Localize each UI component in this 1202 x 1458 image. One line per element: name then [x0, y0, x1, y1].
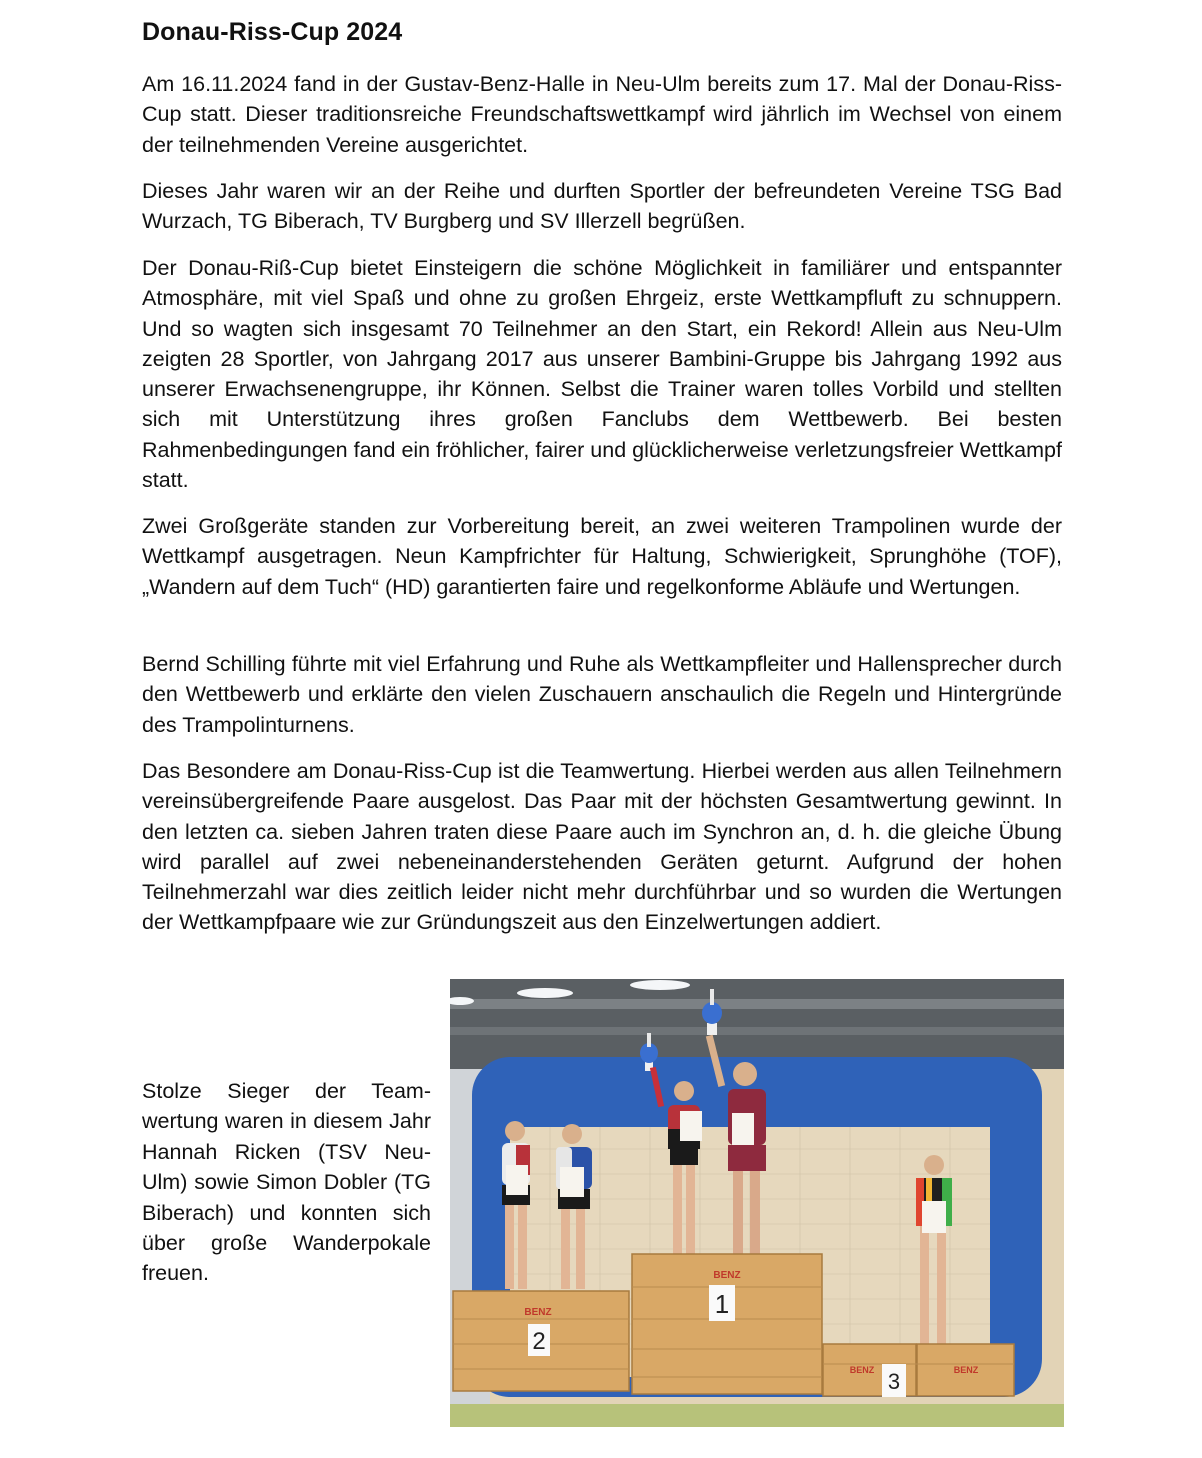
article-title: Donau-Riss-Cup 2024: [142, 18, 403, 46]
place-number-2: 2: [532, 1328, 546, 1355]
place-number-1: 1: [714, 1289, 730, 1319]
podium-photo: [450, 979, 1064, 1427]
ceiling-light: [517, 988, 573, 998]
paragraph-equipment: Zwei Großgeräte standen zur Vorbereitung bereit, an zwei weiteren Trampolinen wurde der Wettkampf ausgetragen. Neun Kampfrichter für Haltung, Schwierigkeit, Sprunghöhe (TOF), „Wandern auf dem Tuch“ (HD) garantierten faire und regelkonforme Abläufe und Wertungen.: [142, 514, 1062, 599]
box-brand-label: BENZ: [524, 1307, 552, 1318]
ceiling-light: [630, 980, 690, 990]
podium-box-third: [823, 1344, 1014, 1397]
paragraph-team-scoring: Das Besondere am Donau-Riss-Cup ist die Teamwertung. Hierbei werden aus allen Teilnehmern vereinsübergreifende Paare ausgelost. Das Paar mit der höchsten Gesamtwertung gewinnt. In den letzten ca. sieben Jahren traten diese Paare auch im Synchron an, d. h. die gleiche Übung wird parallel auf zwei nebeneinanderstehenden Geräten geturnt. Aufgrund der hohen Teilnehmerzahl war dies zeitlich leider nicht mehr durchführbar und so wurden die Wertungen der Wettkampfpaare wie zur Gründungszeit aus den Einzelwertungen addiert.: [142, 759, 1062, 935]
hall-floor: [450, 1404, 1064, 1427]
podium-box-first: [632, 1254, 822, 1394]
paragraph-atmosphere: Der Donau-Riß-Cup bietet Einsteigern die schöne Möglichkeit in familiärer und entspannter Atmosphäre, mit viel Spaß und ohne zu großen Ehrgeiz, erste Wettkampfluft zu schnuppern. Und so wagten sich insgesamt 70 Teilnehmer an den Start, ein Rekord! Allein aus Neu-Ulm zeigten 28 Sportler, von Jahrgang 2017 aus unserer Bambini-Gruppe bis Jahrgang 1992 aus unserer Erwachsenengruppe, ihr Können. Selbst die Trainer waren tolles Vorbild und stellten sich mit Unterstützung ihres großen Fanclubs dem Wettbewerb. Bei besten Rahmenbedingungen fand ein fröhlicher, fairer und glücklicherweise verletzungsfreier Wettkampf statt.: [142, 256, 1062, 493]
paragraph-intro: Am 16.11.2024 fand in der Gustav-Benz-Halle in Neu-Ulm bereits zum 17. Mal der Donau-Riss-Cup statt. Dieser traditionsreiche Freundschaftswettkampf wird jährlich im Wechsel von einem der teilnehmenden Vereine ausgerichtet.: [142, 72, 1062, 157]
paragraph-host: Dieses Jahr waren wir an der Reihe und durften Sportler der befreundeten Vereine TSG Bad Wurzach, TG Biberach, TV Burgberg und SV Illerzell begrüßen.: [142, 179, 1062, 234]
box-brand-label: BENZ: [849, 1365, 875, 1375]
photo-caption: Stolze Sieger der Team-wertung waren in diesem Jahr Hannah Ricken (TSV Neu-Ulm) sowie Simon Dobler (TG Biberach) und konnten sich über große Wanderpokale freuen.: [142, 1079, 431, 1286]
place-number-3: 3: [887, 1369, 901, 1394]
paragraph-announcer: Bernd Schilling führte mit viel Erfahrung und Ruhe als Wettkampfleiter und Hallensprecher durch den Wettbewerb und erklärte den vielen Zuschauern anschaulich die Regeln und Hintergründe des Trampolinturnens.: [142, 652, 1062, 737]
box-brand-label: BENZ: [713, 1270, 741, 1281]
box-brand-label: BENZ: [953, 1365, 979, 1375]
podium-box-second: [453, 1291, 629, 1391]
